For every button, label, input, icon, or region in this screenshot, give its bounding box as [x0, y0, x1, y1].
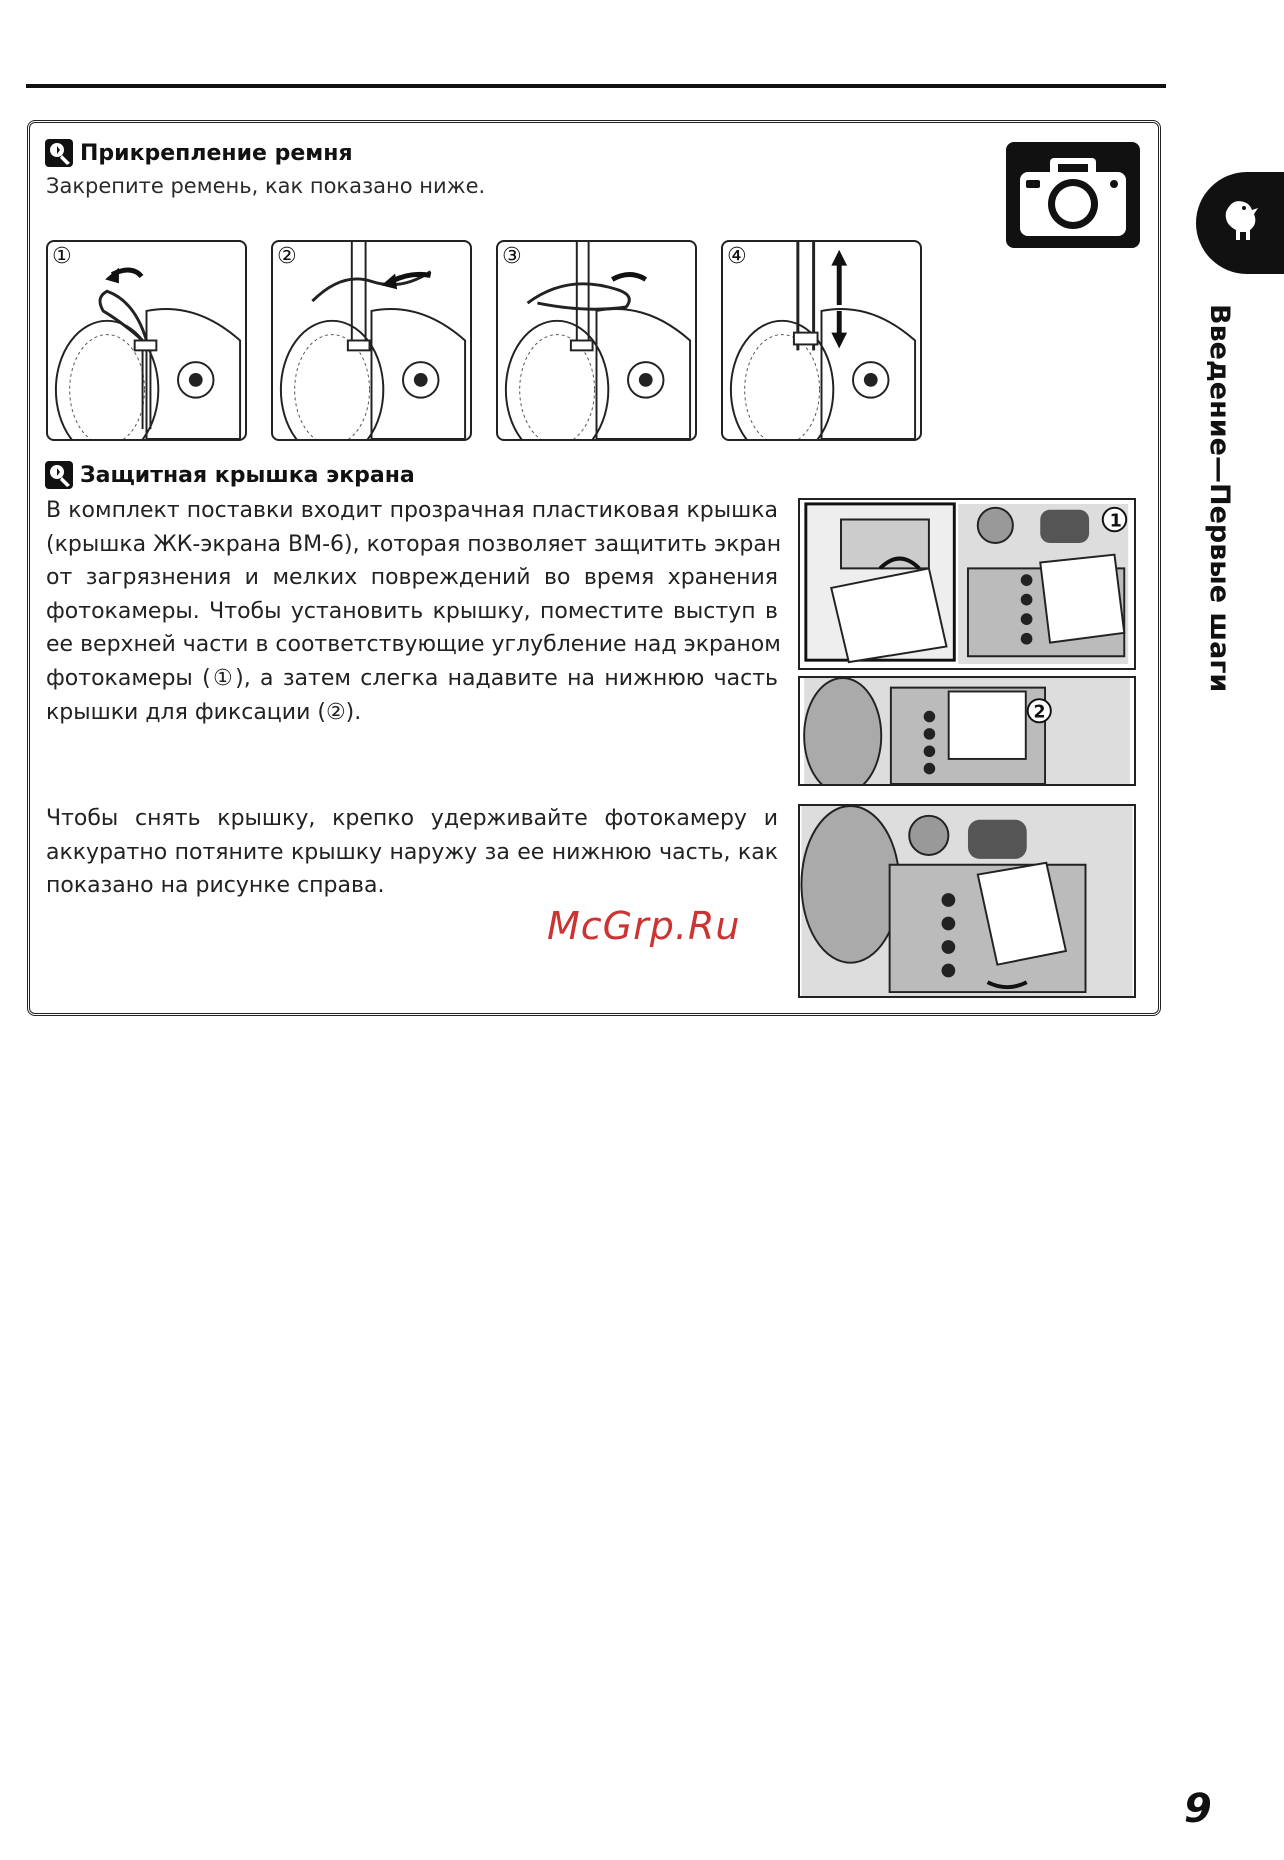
cover-heading: Защитная крышка экрана	[44, 460, 415, 490]
rooster-icon	[1196, 172, 1284, 274]
strap-heading: Прикрепление ремня	[44, 138, 353, 168]
step-number: ①	[52, 244, 72, 269]
step-number: ④	[727, 244, 747, 269]
section-side-label: Введение—Первые шаги	[1204, 304, 1235, 693]
strap-step-panel	[271, 240, 472, 441]
note-icon	[44, 460, 74, 490]
strap-intro: Закрепите ремень, как показано ниже.	[46, 174, 486, 198]
callout-2: 2	[1033, 702, 1046, 723]
strap-step-panel	[46, 240, 247, 441]
section-tab	[1196, 172, 1284, 274]
step-number: ②	[277, 244, 297, 269]
top-rule	[26, 84, 1166, 88]
cover-press-photo	[798, 676, 1136, 786]
camera-section-badge	[1006, 142, 1140, 248]
watermark: McGrp.Ru	[547, 904, 741, 948]
cover-install-photo	[798, 498, 1136, 670]
note-icon	[44, 138, 74, 168]
page-number: 9	[1184, 1786, 1212, 1832]
callout-1: 1	[1109, 511, 1122, 532]
cover-remove-photo	[798, 804, 1136, 998]
strap-step-panel	[721, 240, 922, 441]
strap-step-panel	[496, 240, 697, 441]
camera-icon	[1006, 142, 1140, 248]
step-number: ③	[502, 244, 522, 269]
cover-paragraph-1: В комплект поставки входит прозрачная пластиковая крышка (крышка ЖК-экрана BM-6), которая позволяет защитить экран от загрязнения и мелких повреждений во время хранения фотокамеры. Чтобы установить крышку, поместите выступ в ее верхней части в соответствующие углубление над экраном фотокамеры (①), а затем слегка надавите на нижнюю часть крышки для фиксации (②).	[46, 498, 782, 725]
cover-paragraph-2: Чтобы снять крышку, крепко удерживайте фотокамеру и аккуратно потяните крышку наружу за ее нижнюю часть, как показано на рисунке справа.	[46, 806, 778, 899]
